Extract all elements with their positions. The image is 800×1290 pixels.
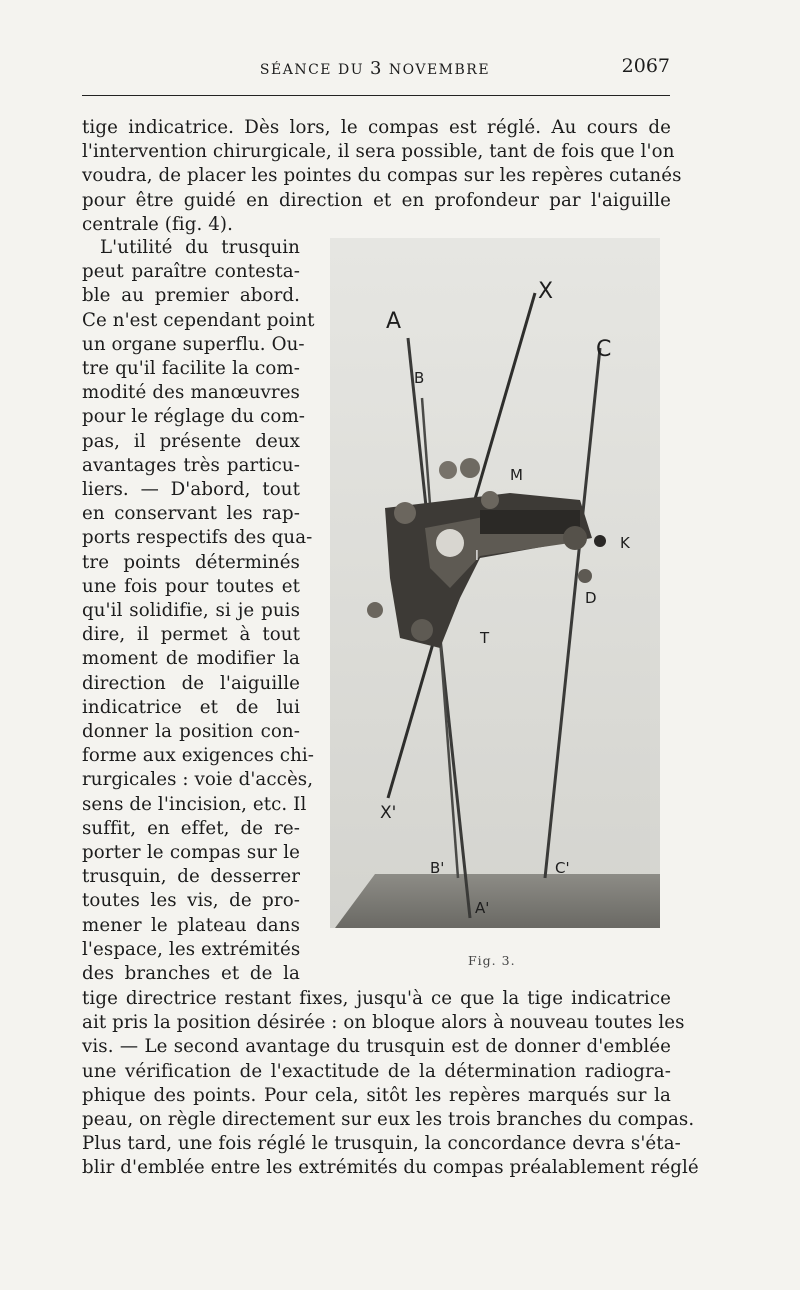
text-line: moment de modifier la [82,648,300,670]
running-title-day: 3 [369,58,383,79]
text-line: donner la position con- [82,721,300,743]
text-line: trusquin, de desserrer [82,866,300,888]
running-title [80,58,670,79]
text-line: une vérification de l'exactitude de la détermination radiogra- [82,1060,671,1082]
text-line: peut paraître contesta- [82,261,300,283]
text-line: une fois pour toutes et [82,575,300,597]
label-x-prime: X' [380,803,397,823]
text-line: Plus tard, une fois réglé le trusquin, la concordance devra s'éta- [82,1133,681,1155]
text-line: tre points déterminés [82,551,300,573]
text-line: voudra, de placer les pointes du compas sur les repères cutanés [82,165,682,187]
bottom-paragraph [82,987,699,1181]
running-title-post: NOVEMBRE [382,62,491,78]
text-line: en conservant les rap- [82,503,300,525]
text-line: centrale (fig. 4). [82,213,233,235]
label-x: X [538,279,554,304]
figure-photo-compass [330,238,660,928]
text-line: Ce n'est cependant point [82,309,315,331]
label-b-prime: B' [430,859,445,877]
text-line: avantages très particu- [82,454,300,476]
text-line: rurgicales : voie d'accès, [82,769,314,791]
text-line: dire, il permet à tout [82,624,300,646]
text-line: modité des manœuvres [82,382,300,404]
figure-caption: Fig. 3. [468,953,516,968]
label-m: M [510,466,523,484]
text-line: pour être guidé en direction et en profondeur par l'aiguille [82,189,671,211]
running-header [80,55,670,82]
label-c-prime: C' [555,859,570,877]
text-line: liers. — D'abord, tout [82,479,300,501]
label-a-prime: A' [475,899,490,917]
text-line: pas, il présente deux [82,430,300,452]
text-line: direction de l'aiguille [82,672,300,694]
text-line: suffit, en effet, de re- [82,817,300,839]
text-line: peau, on règle directement sur eux les trois branches du compas. [82,1109,695,1131]
text-line: ports respectifs des qua- [82,527,313,549]
text-line: tre qu'il facilite la com- [82,358,300,380]
text-line: ait pris la position désirée : on bloque alors à nouveau toutes les [82,1012,685,1034]
label-t: T [480,629,490,647]
text-line: l'espace, les extrémités [82,938,301,960]
side-column-text [82,236,315,986]
text-line: blir d'emblée entre les extrémités du compas préalablement réglé [82,1157,699,1179]
compass-photograph [330,238,660,928]
text-line: sens de l'incision, etc. Il [82,793,307,815]
header-rule [82,95,670,96]
text-line: porter le compas sur le [82,842,300,864]
label-c: C [596,337,612,362]
text-line: toutes les vis, de pro- [82,890,300,912]
text-line: ble au premier abord. [82,285,300,307]
wooden-base [335,874,660,928]
top-paragraph [82,116,682,237]
page-number: 2067 [621,55,670,77]
label-b: B [414,369,425,387]
label-k: K [620,534,630,552]
text-line: qu'il solidifie, si je puis [82,600,300,622]
text-line: indicatrice et de lui [82,696,300,718]
text-line: vis. — Le second avantage du trusquin est de donner d'emblée [82,1036,671,1058]
label-a: A [386,309,402,334]
text-line: un organe superflu. Ou- [82,333,305,355]
text-line: des branches et de la [82,963,300,985]
text-line: l'intervention chirurgicale, il sera possible, tant de fois que l'on [82,141,675,163]
text-line: pour le réglage du com- [82,406,306,428]
text-line: tige indicatrice. Dès lors, le compas est réglé. Au cours de [82,117,671,138]
label-d: D [585,589,597,607]
text-line: L'utilité du trusquin [100,237,300,258]
text-line: tige directrice restant fixes, jusqu'à ce que la tige indicatrice [82,988,671,1009]
text-line: mener le plateau dans [82,914,300,936]
text-line: forme aux exigences chi- [82,745,315,767]
text-line: phique des points. Pour cela, sitôt les repères marqués sur la [82,1084,671,1106]
running-title-pre: SÉANCE DU [259,62,370,78]
label-i: I [475,549,479,564]
